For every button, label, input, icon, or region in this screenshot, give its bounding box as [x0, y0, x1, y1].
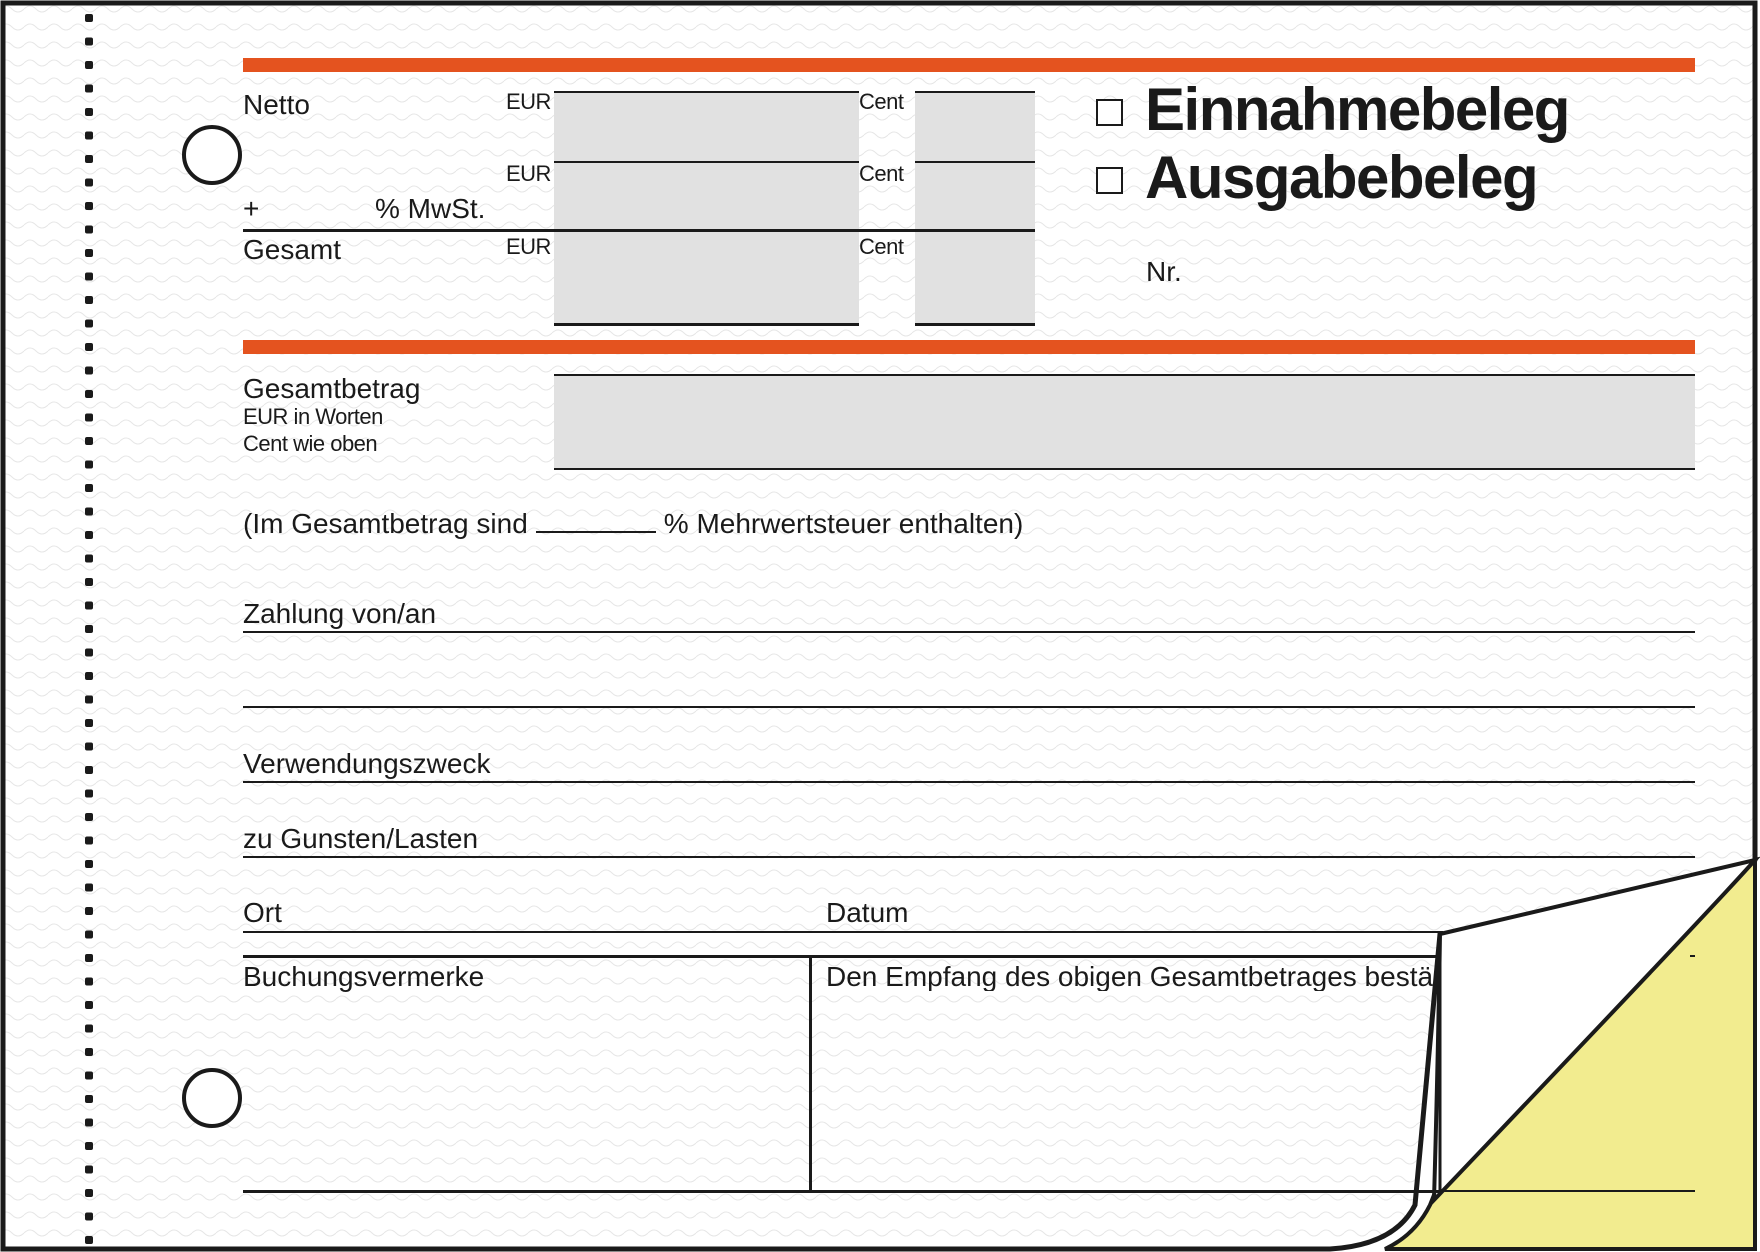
vat-note-prefix: (Im Gesamtbetrag sind — [243, 508, 528, 539]
vat-cent-line — [915, 161, 1035, 163]
words-field-bottom-line — [554, 468, 1695, 470]
purpose-line[interactable] — [243, 781, 1695, 783]
perforation-dot — [85, 766, 93, 774]
perforation-dot — [85, 555, 93, 563]
perforation-dot — [85, 602, 93, 610]
expense-receipt-checkbox[interactable] — [1096, 167, 1123, 194]
payment-from-to-label: Zahlung von/an — [243, 598, 437, 629]
perforation-dot — [85, 390, 93, 398]
perforation-dot — [85, 531, 93, 539]
income-receipt-checkbox[interactable] — [1096, 99, 1123, 126]
vat-euro-line — [554, 161, 859, 163]
perforation-dot — [85, 226, 93, 234]
place-date-line[interactable] — [243, 931, 1443, 933]
perforation-dot — [85, 484, 93, 492]
cent-field-top-line — [915, 91, 1035, 93]
purpose-label: Verwendungszweck — [243, 748, 491, 779]
perforation-dot — [85, 1236, 93, 1244]
perforation-dot — [85, 320, 93, 328]
perforation-dot — [85, 202, 93, 210]
perforation-dot — [85, 1142, 93, 1150]
perforation-dot — [85, 884, 93, 892]
perforation-dot — [85, 743, 93, 751]
vat-cent-label: Cent — [859, 161, 904, 186]
perforation-dot — [85, 1072, 93, 1080]
netto-label: Netto — [243, 89, 310, 120]
perforation-dot — [85, 978, 93, 986]
accent-bar-top — [243, 58, 1695, 72]
perforation-dot — [85, 1166, 93, 1174]
perforation-dot — [85, 414, 93, 422]
perforation-dot — [85, 343, 93, 351]
perforation-dot — [85, 38, 93, 46]
vat-percent-label: % MwSt. — [375, 193, 486, 224]
account-label: zu Gunsten/Lasten — [243, 823, 479, 854]
place-label: Ort — [243, 897, 282, 928]
euro-field-top-line — [554, 91, 859, 93]
vat-included-note — [243, 510, 1023, 538]
perforation-dot — [85, 1048, 93, 1056]
perforation-dot — [85, 672, 93, 680]
perforation-dot — [85, 1189, 93, 1197]
perforation-dot — [85, 61, 93, 69]
carbon-copy-line-bottom — [1440, 1190, 1695, 1192]
expense-receipt-title: Ausgabebeleg — [1145, 144, 1538, 211]
perforation-dot — [85, 907, 93, 915]
perforation-dot — [85, 719, 93, 727]
perforation-dot — [85, 578, 93, 586]
cent-field-bottom-line — [915, 323, 1035, 326]
receipt-number-label: Nr. — [1146, 256, 1182, 287]
perforation-dot — [85, 954, 93, 962]
total-words-hint: EUR in Worten — [243, 404, 383, 429]
date-label: Datum — [826, 897, 909, 928]
perforation-dot — [85, 1025, 93, 1033]
accent-bar-middle — [243, 340, 1695, 354]
words-field-top-line — [554, 374, 1695, 376]
perforation-dot — [85, 625, 93, 633]
income-receipt-title: Einnahmebeleg — [1145, 76, 1569, 143]
euro-amount-field[interactable] — [554, 92, 859, 324]
perforation-dot — [85, 367, 93, 375]
perforation-dot — [85, 132, 93, 140]
carbon-copy-line-top — [1690, 955, 1695, 957]
perforation-dot — [85, 461, 93, 469]
cent-amount-field[interactable] — [915, 92, 1035, 324]
vat-note-suffix: % Mehrwertsteuer enthalten) — [663, 508, 1024, 539]
payment-line-1[interactable] — [243, 631, 1695, 633]
perforation-dot — [85, 179, 93, 187]
punch-hole-top — [182, 125, 242, 185]
signature-block-top-line — [243, 955, 1440, 958]
netto-cent-label: Cent — [859, 89, 904, 114]
perforation-dot — [85, 1213, 93, 1221]
perforation-dot — [85, 273, 93, 281]
perforation-dot — [85, 155, 93, 163]
booking-notes-label: Buchungsvermerke — [243, 961, 485, 992]
perforation-dot — [85, 649, 93, 657]
payment-line-2[interactable] — [243, 706, 1695, 708]
plus-sign: + — [243, 193, 260, 224]
total-amount-label: Gesamtbetrag — [243, 373, 421, 404]
netto-currency-label: EUR — [506, 89, 551, 114]
perforation-dot — [85, 85, 93, 93]
account-line[interactable] — [243, 856, 1695, 858]
cent-as-above-hint: Cent wie oben — [243, 431, 378, 456]
perforation-dot — [85, 508, 93, 516]
perforation-dot — [85, 931, 93, 939]
perforation-dot — [85, 249, 93, 257]
perforation-dot — [85, 696, 93, 704]
perforation-dot — [85, 860, 93, 868]
perforation-dot — [85, 790, 93, 798]
perforation-dot — [85, 837, 93, 845]
signature-block-bottom-line — [243, 1190, 1440, 1193]
perforation-dot — [85, 14, 93, 22]
perforation-dot — [85, 1001, 93, 1009]
perforation-dot — [85, 813, 93, 821]
receipt-confirmation-text: Den Empfang des obigen Gesamtbetrages bestä — [826, 963, 1434, 991]
gesamt-label: Gesamt — [243, 234, 342, 265]
euro-field-bottom-line — [554, 323, 859, 326]
signature-block-divider — [809, 955, 812, 1192]
perforation-dot — [85, 296, 93, 304]
vat-currency-label: EUR — [506, 161, 551, 186]
gesamt-cent-label: Cent — [859, 234, 904, 259]
gesamt-divider-line — [243, 229, 1035, 232]
gesamt-currency-label: EUR — [506, 234, 551, 259]
total-in-words-field[interactable] — [554, 375, 1695, 468]
perforation-dot — [85, 1119, 93, 1127]
perforation-dot — [85, 1095, 93, 1103]
vat-percent-blank[interactable] — [536, 531, 656, 533]
punch-hole-bottom — [182, 1068, 242, 1128]
perforation-dot — [85, 437, 93, 445]
perforation-dot — [85, 108, 93, 116]
